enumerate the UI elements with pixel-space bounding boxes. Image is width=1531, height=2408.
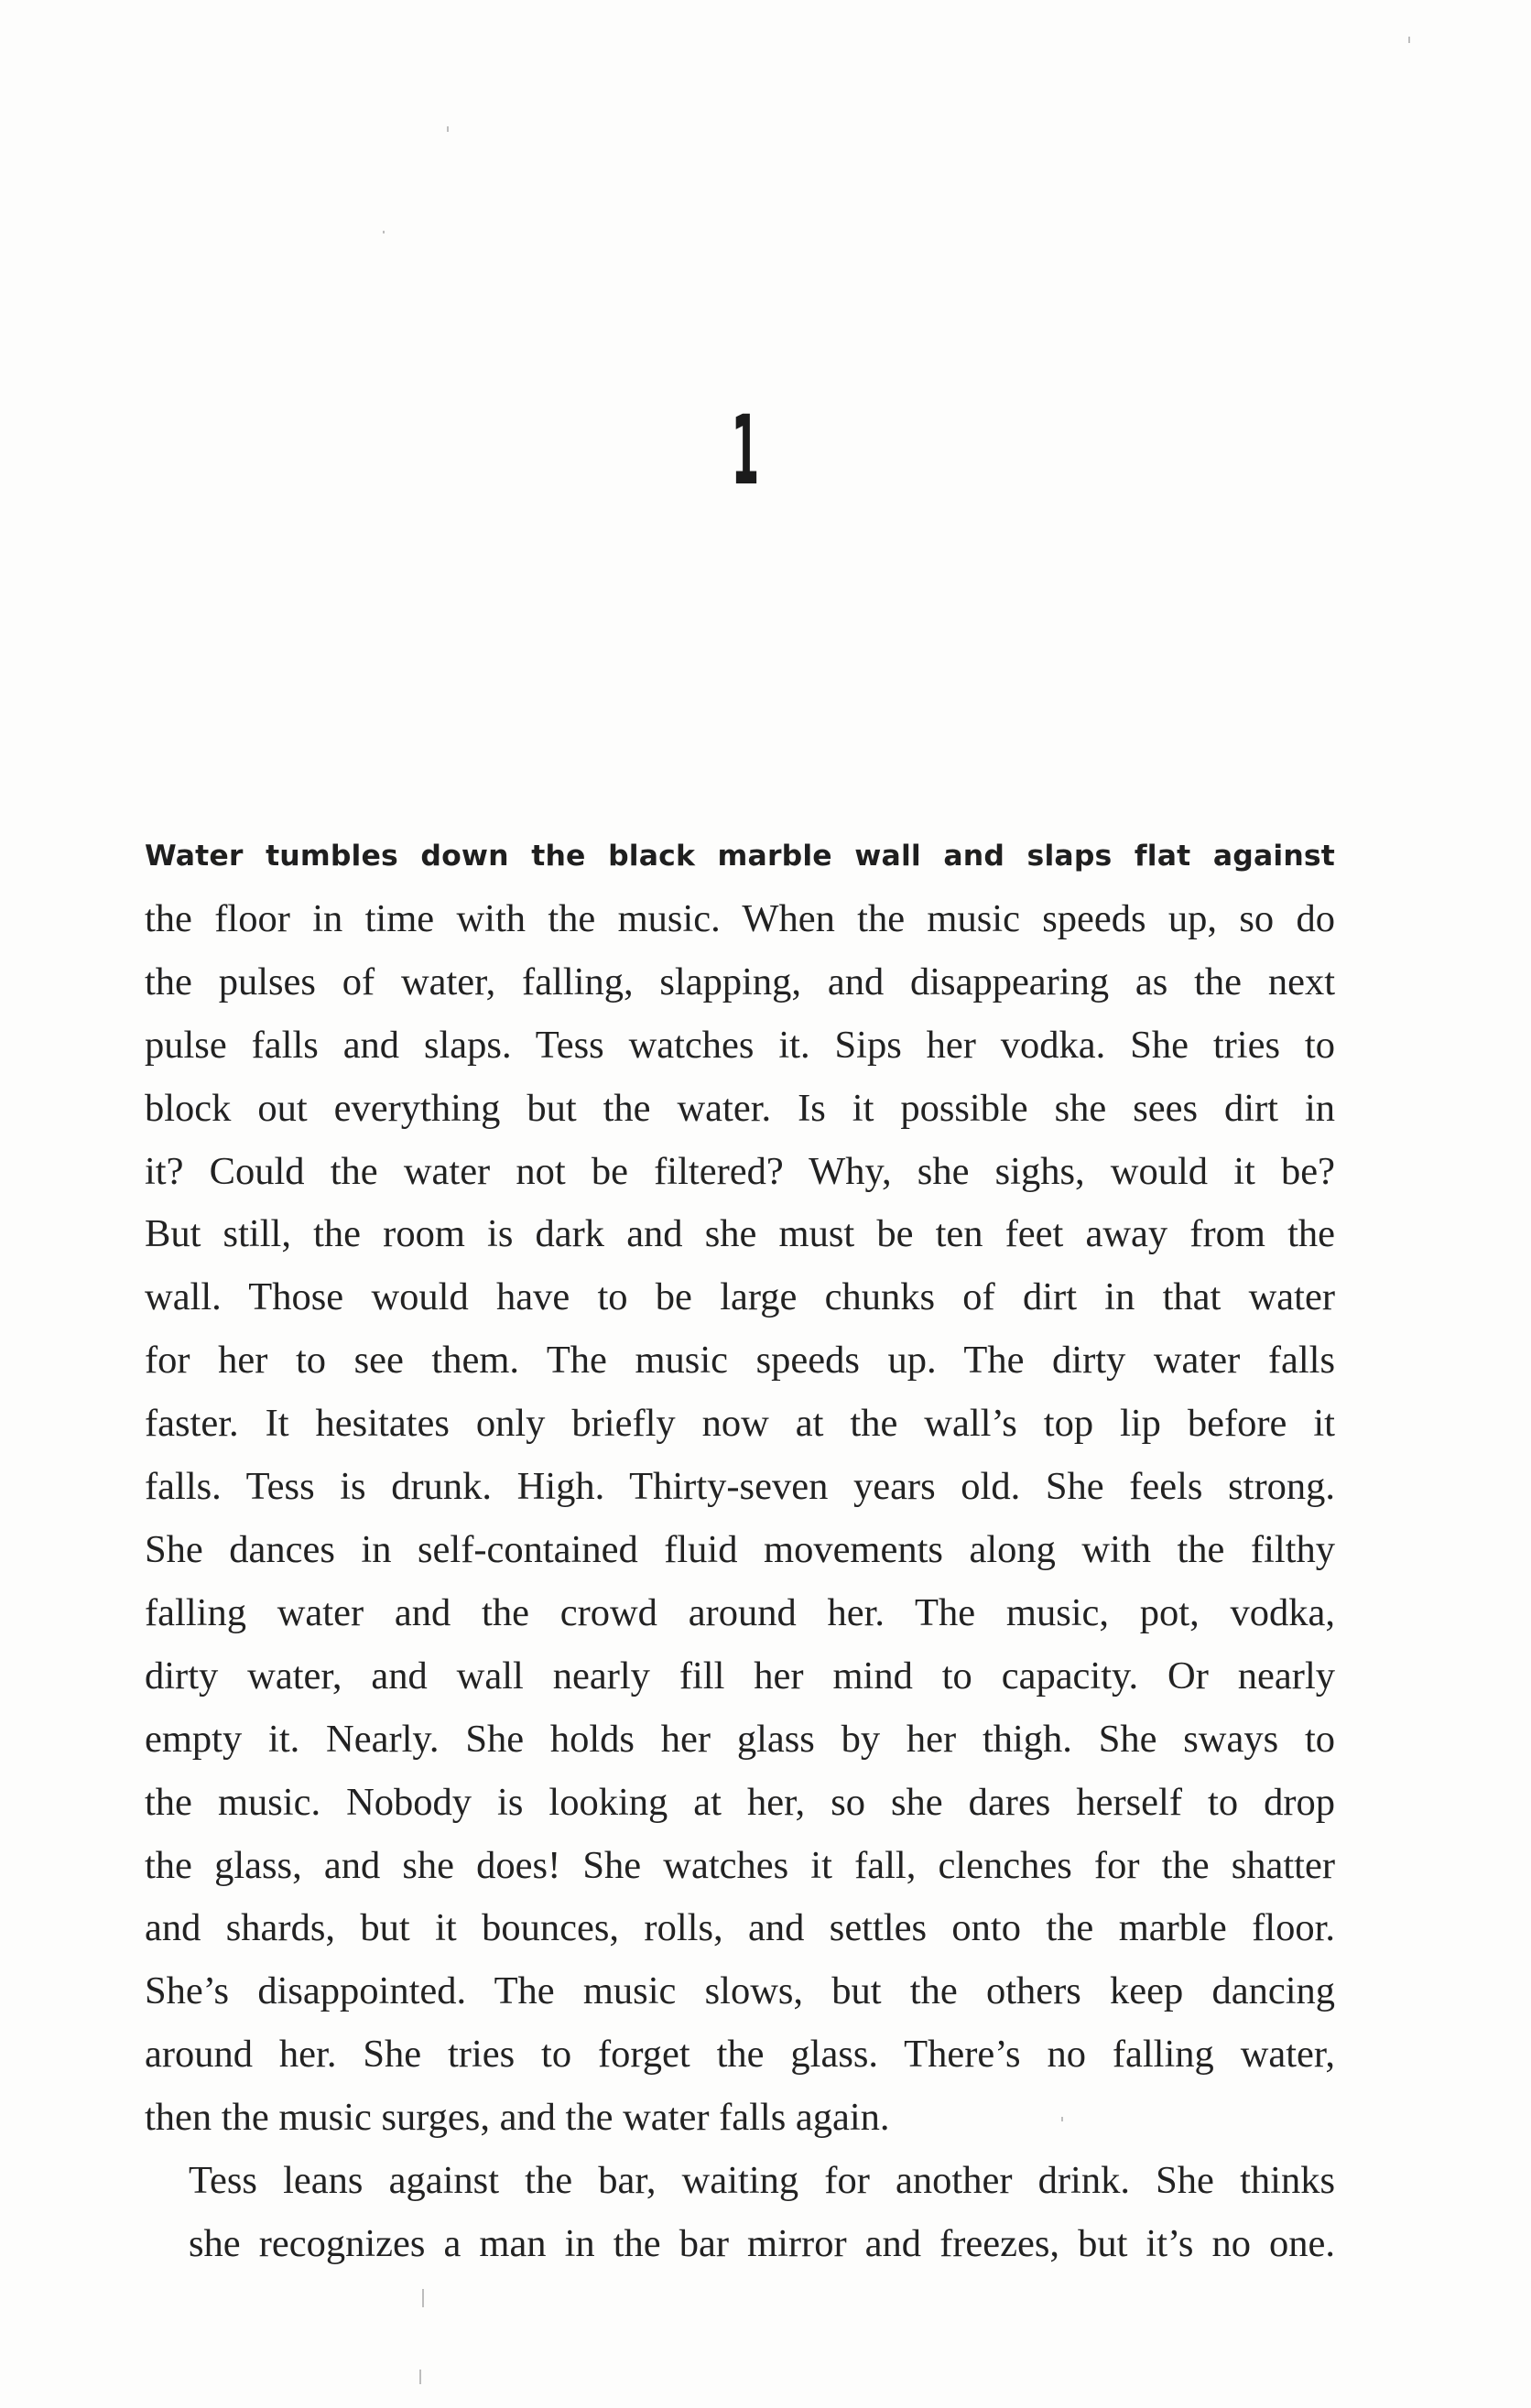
text-line: She’s disappointed. The music slows, but the others keep dancing	[145, 1969, 1335, 2013]
text-line: and shards, but it bounces, rolls, and settles onto the marble floor.	[145, 1906, 1335, 1950]
scan-speck	[1061, 2117, 1063, 2121]
text-line: faster. It hesitates only briefly now at the wall’s top lip before it	[145, 1402, 1335, 1446]
text-line: the music. Nobody is looking at her, so she dares herself to drop	[145, 1780, 1335, 1824]
lead-in-text: Water tumbles down the black marble wall and slaps flat against	[145, 840, 1335, 873]
text-line: pulse falls and slaps. Tess watches it. Sips her vodka. She tries to	[145, 1023, 1335, 1067]
text-line: around her. She tries to forget the glass. There’s no falling water,	[145, 2033, 1335, 2077]
text-line: then the music surges, and the water falls again.	[145, 2096, 890, 2140]
text-line: the glass, and she does! She watches it fall, clenches for the shatter	[145, 1843, 1335, 1887]
paragraph-lead-in	[145, 822, 1335, 888]
text-line: the floor in time with the music. When the music speeds up, so do	[145, 896, 1335, 940]
scan-speck	[422, 2289, 424, 2307]
text-line: wall. Those would have to be large chunks of dirt in that water	[145, 1275, 1335, 1319]
text-line: it? Could the water not be filtered? Why, she sighs, would it be?	[145, 1149, 1335, 1193]
text-line: block out everything but the water. Is it possible she sees dirt in	[145, 1086, 1335, 1130]
scan-speck	[1408, 37, 1410, 43]
chapter-number: 1	[731, 395, 760, 506]
text-line: dirty water, and wall nearly fill her mind to capacity. Or nearly	[145, 1654, 1335, 1698]
text-line: Tess leans against the bar, waiting for another drink. She thinks	[189, 2159, 1335, 2203]
text-line: empty it. Nearly. She holds her glass by her thigh. She sways to	[145, 1717, 1335, 1761]
scan-speck	[447, 126, 449, 132]
text-line: But still, the room is dark and she must be ten feet away from the	[145, 1212, 1335, 1256]
text-line: for her to see them. The music speeds up. The dirty water falls	[145, 1339, 1335, 1383]
chapter-body	[145, 822, 1335, 2276]
text-line: falls. Tess is drunk. High. Thirty-seven years old. She feels strong.	[145, 1465, 1335, 1509]
text-line: falling water and the crowd around her. The music, pot, vodka,	[145, 1590, 1335, 1634]
text-line: the pulses of water, falling, slapping, and disappearing as the next	[145, 960, 1335, 1003]
scan-speck	[419, 2370, 421, 2384]
scan-speck	[383, 231, 385, 233]
paragraph-2	[145, 2150, 1335, 2276]
text-line: She dances in self-contained fluid movements along with the filthy	[145, 1527, 1335, 1571]
paragraph-1	[145, 822, 1335, 2150]
text-line: she recognizes a man in the bar mirror and freezes, but it’s no one.	[189, 2221, 1335, 2265]
